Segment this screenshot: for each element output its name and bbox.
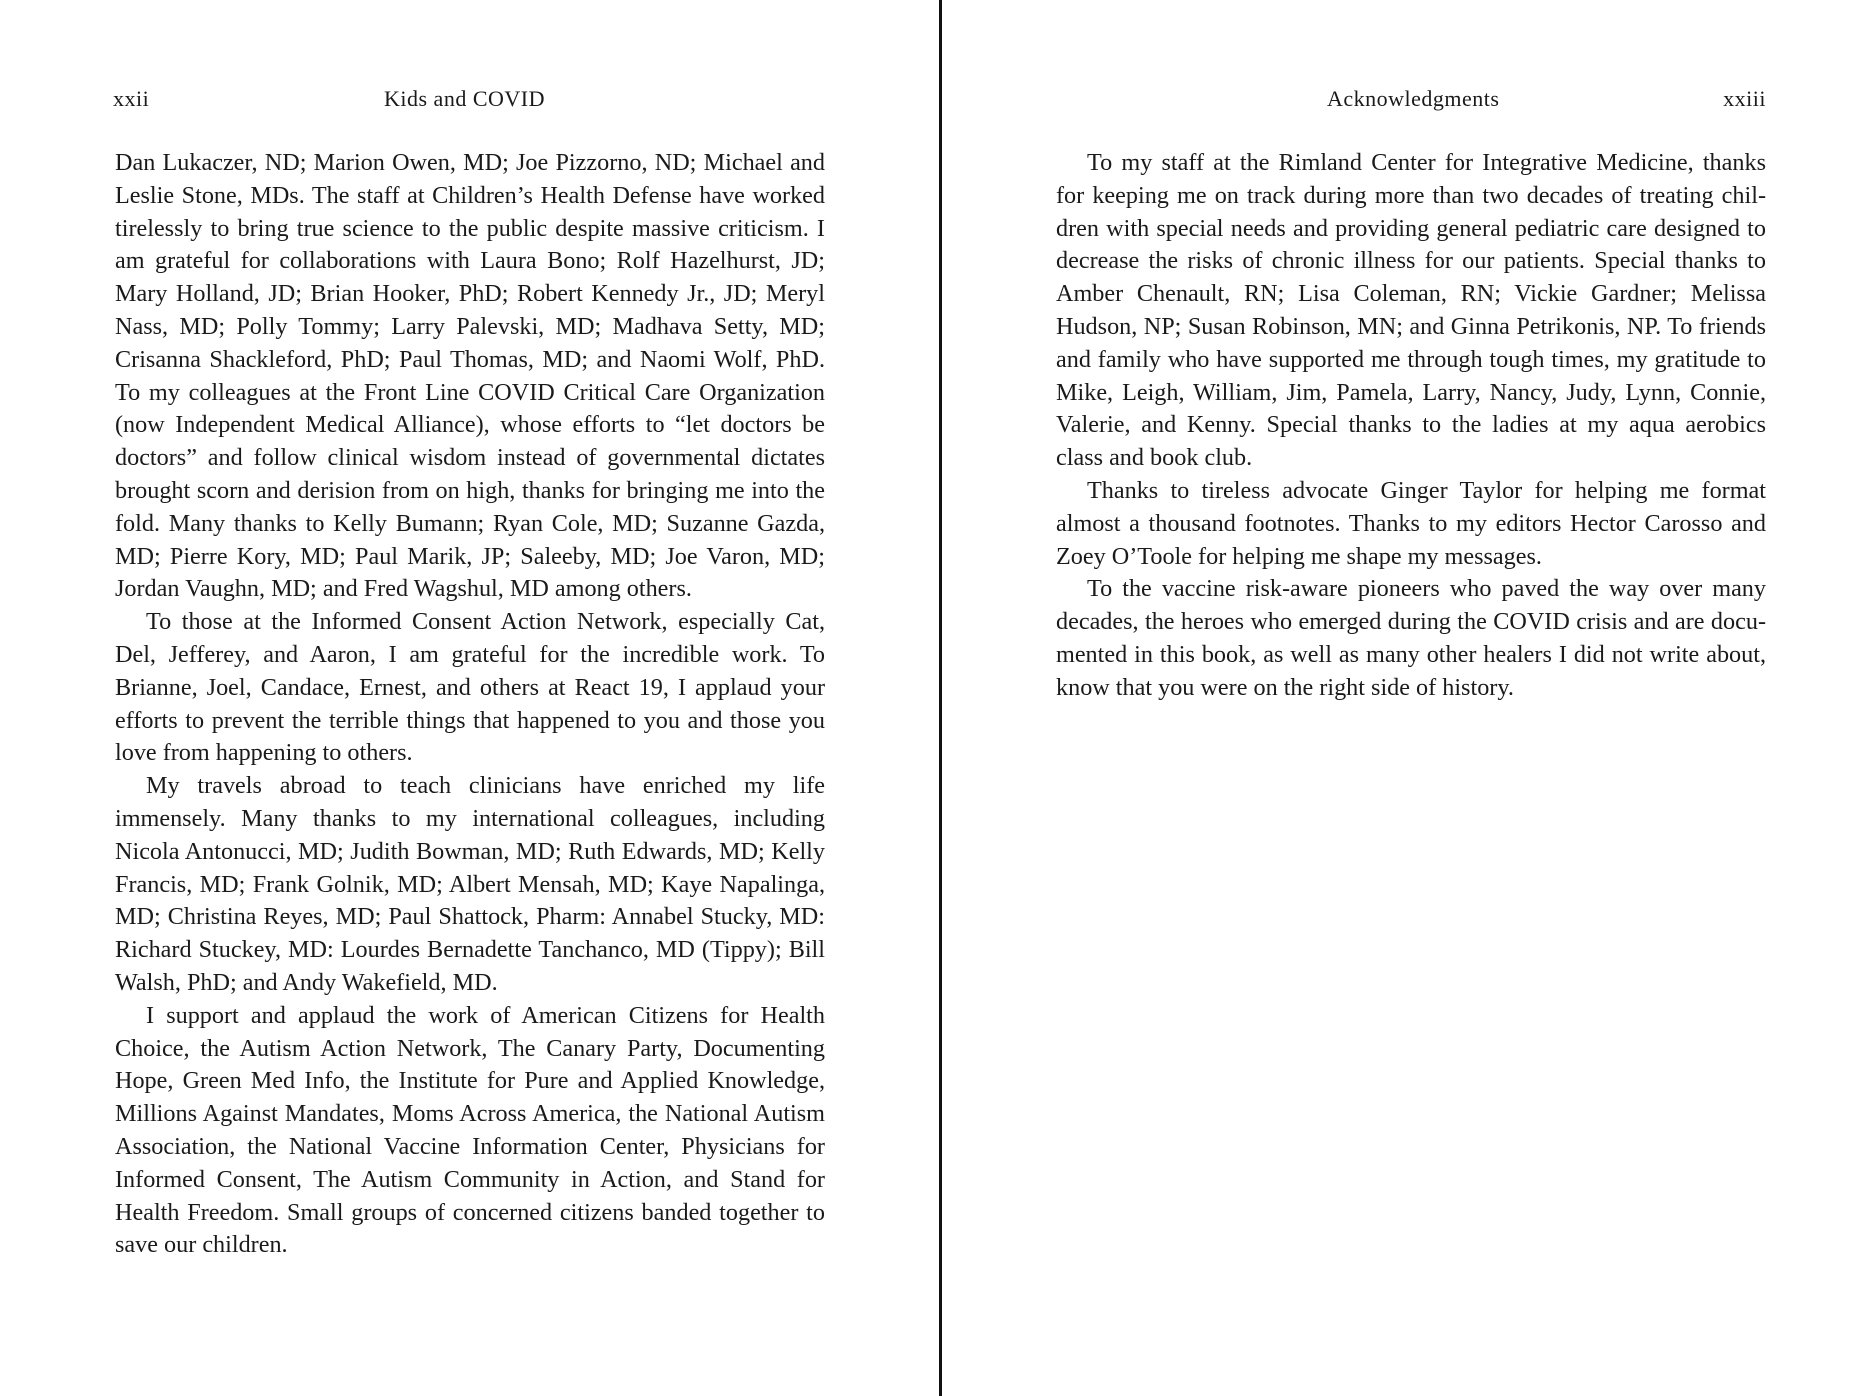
left-running-head — [113, 84, 823, 114]
paragraph: Thanks to tireless advocate Ginger Taylor for helping me format almost a thousand footnotes. Thanks to my editors Hector Carosso and Zoey O’Toole for helping me shape my messages. — [1056, 476, 1766, 570]
page-number: xxii — [113, 86, 150, 111]
chapter-title-header: Acknowledgments — [1327, 86, 1500, 111]
paragraph: To my staff at the Rimland Center for Integrative Medicine, thanks for keeping me on track during more than two decades of treating children with special needs and providing general pediatric care designed to decrease the risks of chronic illness for our patients. Special thanks to Amber Chenault, RN; Lisa Coleman, RN; Vickie Gardner; Melissa Hudson, NP; Susan Robinson, MN; and Ginna Petrikonis, NP. To friends and family who have supported me through tough times, my gratitude to Mike, Leigh, William, Jim, Pamela, Larry, Nancy, Judy, Lynn, Connie, Valerie, and Kenny. Special thanks to the ladies at my aqua aerobics class and book club. — [1056, 149, 1766, 472]
book-title-header: Kids and COVID — [384, 86, 545, 111]
paragraph: I support and applaud the work of American Citizens for Health Choice, the Autism Action Network, The Canary Party, Documenting Hope, Green Med Info, the Institute for Pure and Applied Knowledge, Millions Against Mandates, Moms Across America, the National Autism Association, the National Vaccine Information Center, Physicians for Informed Consent, The Autism Community in Action, and Stand for Health Freedom. Small groups of concerned citizens banded together to save our children. — [115, 1001, 825, 1259]
left-body-text — [115, 147, 825, 1262]
paragraph: Dan Lukaczer, ND; Marion Owen, MD; Joe Pizzorno, ND; Michael and Leslie Stone, MDs. The staff at Children’s Health Defense have worked tirelessly to bring true science to the public despite massive criticism. I am grateful for collaborations with Laura Bono; Rolf Hazelhurst, JD; Mary Holland, JD; Brian Hooker, PhD; Robert Kennedy Jr., JD; Meryl Nass, MD; Polly Tommy; Larry Palevski, MD; Madhava Setty, MD; Crisanna Shackleford, PhD; Paul Thomas, MD; and Naomi Wolf, PhD. To my colleagues at the Front Line COVID Critical Care Organization (now Independent Medical Alliance), whose efforts to “let doctors be doctors” and follow clinical wisdom instead of governmental dictates brought scorn and derision from on high, thanks for bringing me into the fold. Many thanks to Kelly Bumann; Ryan Cole, MD; Suzanne Gazda, MD; Pierre Kory, MD; Paul Marik, JP; Saleeby, MD; Joe Varon, MD; Jordan Vaughn, MD; and Fred Wagshul, MD among others. — [115, 149, 825, 603]
page-divider — [939, 0, 942, 1396]
page-number: xxiii — [1723, 86, 1766, 111]
paragraph: To those at the Informed Consent Action Network, especially Cat, Del, Jefferey, and Aaron, I am grateful for the incredible work. To Brianne, Joel, Candace, Ernest, and others at React 19, I applaud your efforts to prevent the terrible things that happened to you and those you love from happening to others. — [115, 608, 825, 767]
right-running-head — [1056, 84, 1766, 114]
right-page — [943, 0, 1862, 1396]
paragraph: To the vaccine risk-aware pioneers who paved the way over many decades, the heroes who emerged during the COVID crisis and are documented in this book, as well as many other healers I did not write about, know that you were on the right side of history. — [1056, 575, 1766, 701]
right-body-text — [1056, 147, 1766, 705]
paragraph: My travels abroad to teach clinicians have enriched my life immensely. Many thanks to my international colleagues, including Nicola Antonucci, MD; Judith Bowman, MD; Ruth Edwards, MD; Kelly Francis, MD; Frank Golnik, MD; Albert Mensah, MD; Kaye Napalinga, MD; Christina Reyes, MD; Paul Shattock, Pharm: Annabel Stucky, MD: Richard Stuckey, MD: Lourdes Bernadette Tanchanco, MD (Tippy); Bill Walsh, PhD; and Andy Wakefield, MD. — [115, 772, 825, 996]
